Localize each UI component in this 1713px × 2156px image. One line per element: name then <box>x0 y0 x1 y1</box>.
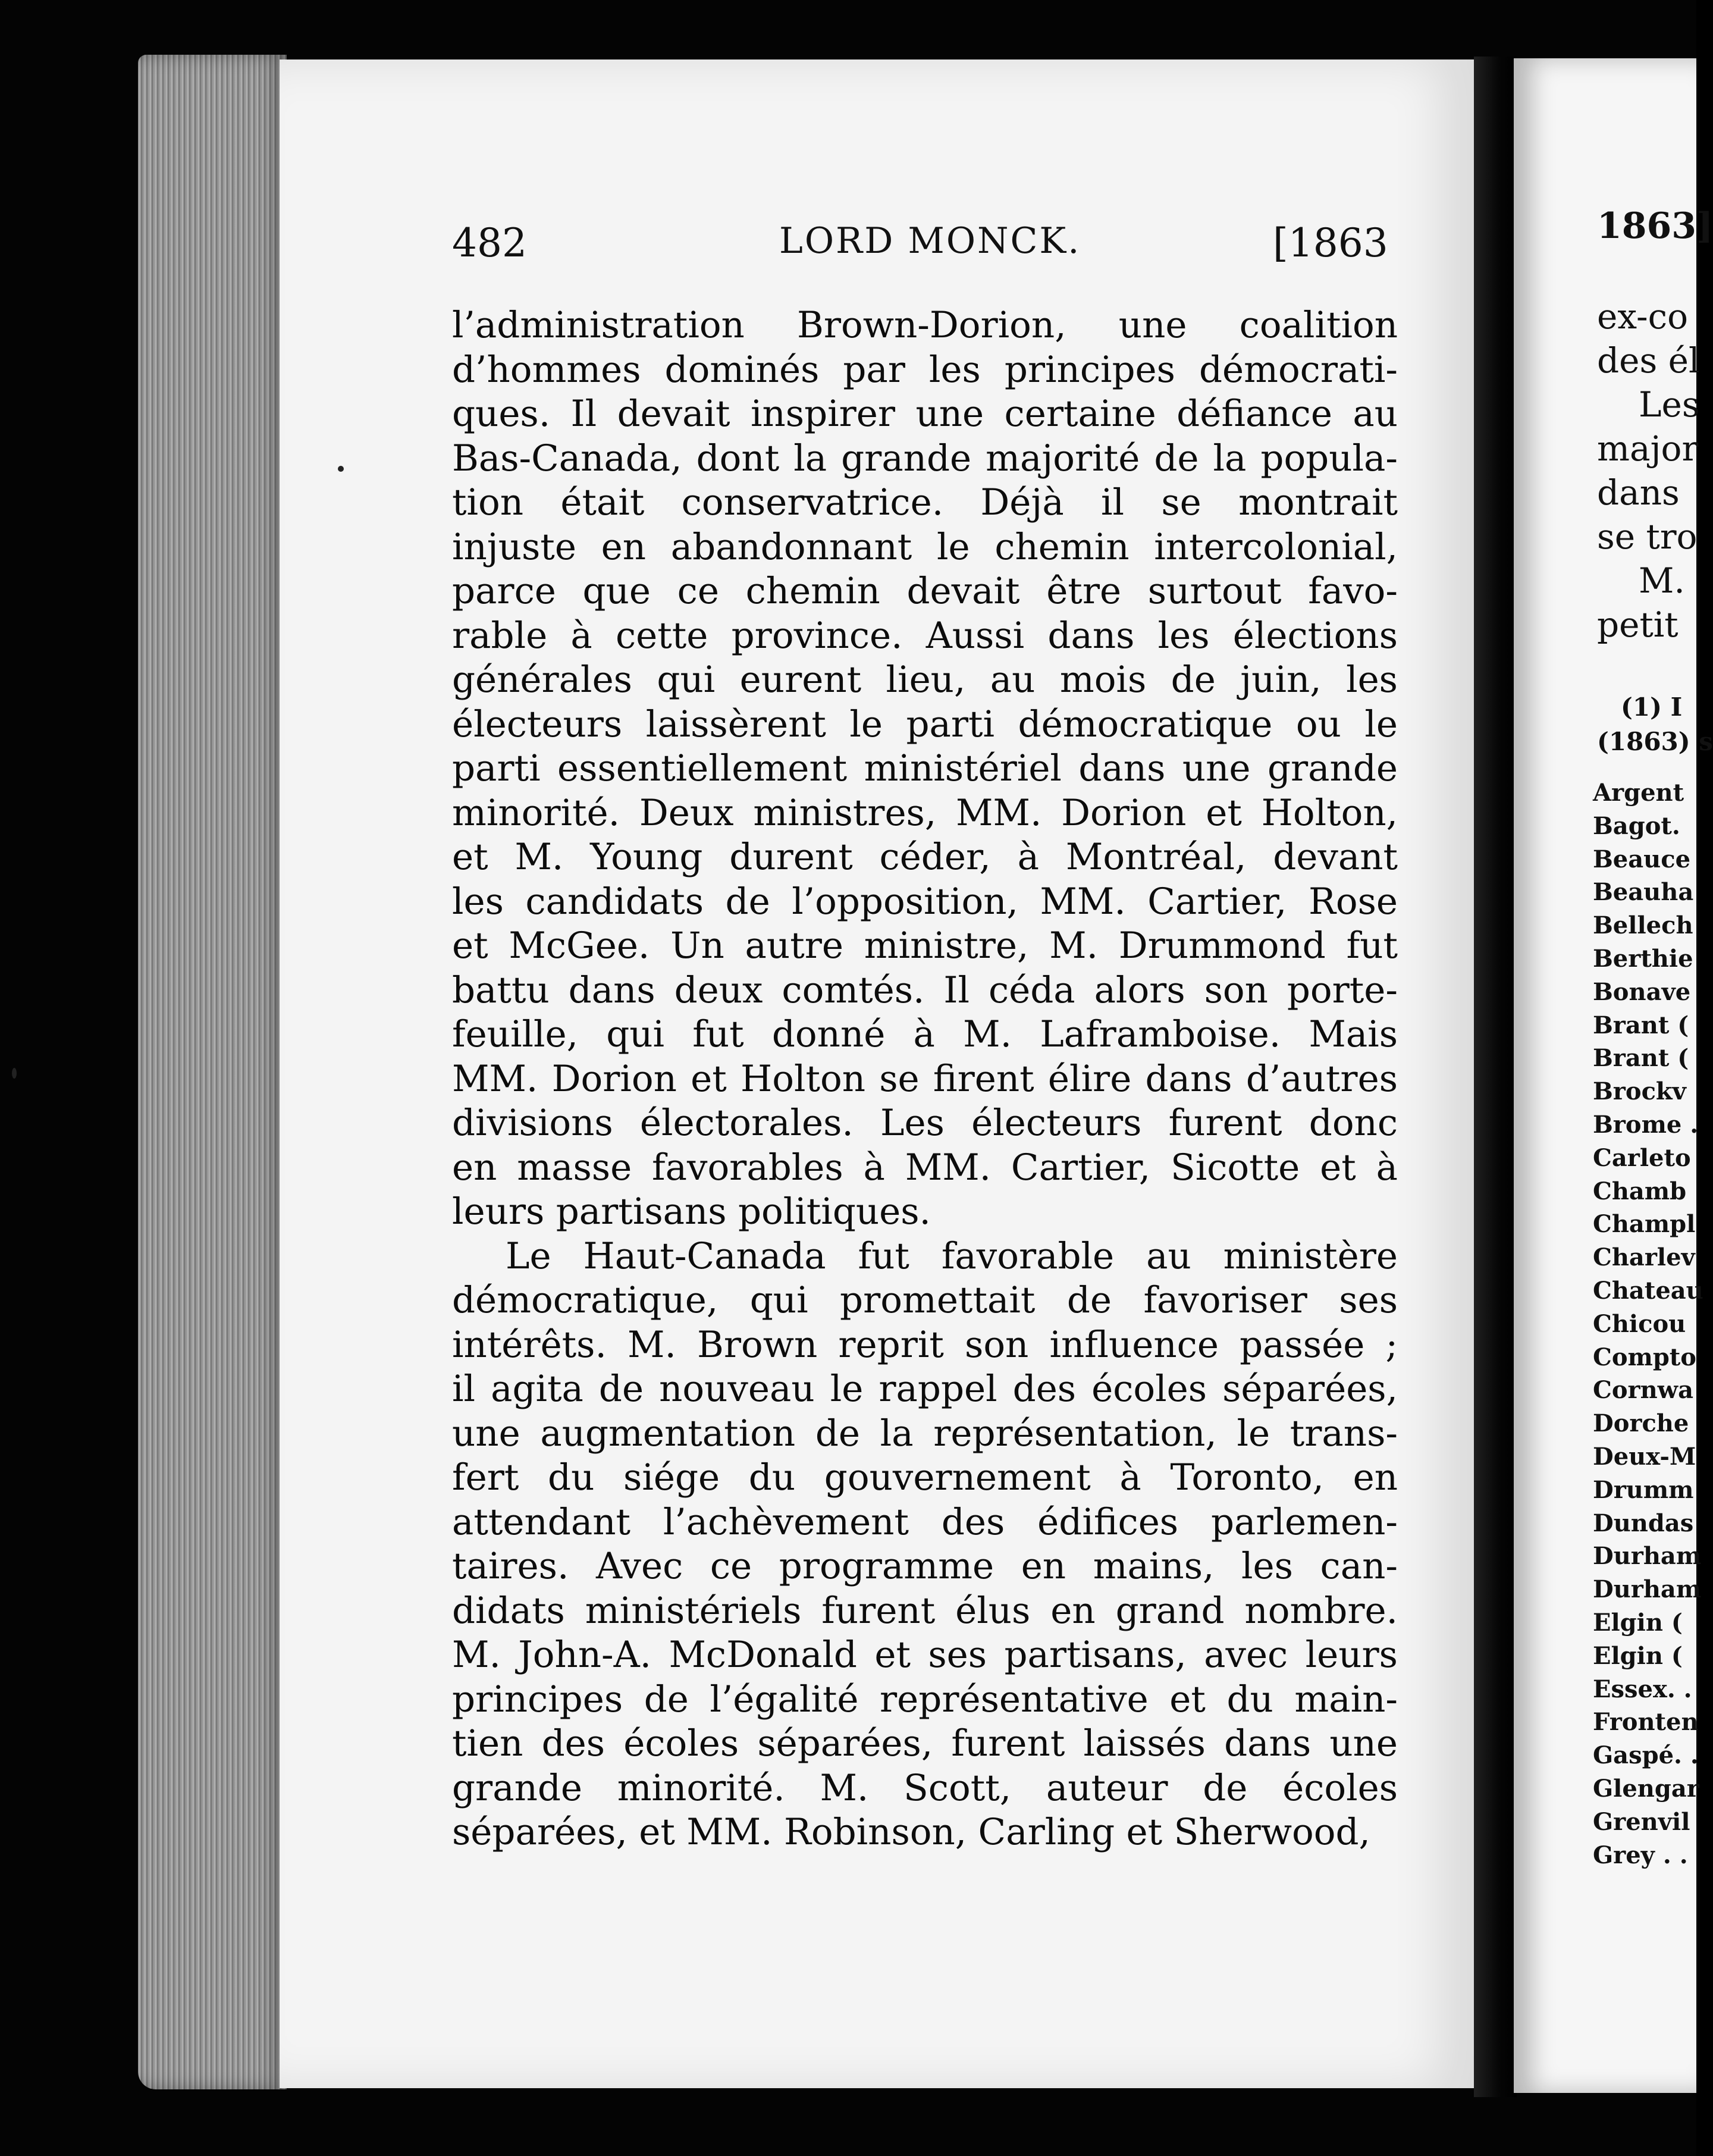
text-line: Bas-Canada, dont la grande majorité de la popula- <box>452 437 1398 480</box>
text-line: injuste en abandonnant le chemin intercolonial, <box>452 525 1398 568</box>
text-line: l’administration Brown-Dorion, une coalition <box>452 304 1398 346</box>
right-page-text <box>1597 294 1700 647</box>
right-page-text-line: major <box>1597 428 1699 469</box>
right-page-list-item: Durham <box>1593 1542 1702 1571</box>
text-line: parce que ce chemin devait être surtout favo- <box>452 570 1398 612</box>
right-page-year: 1863] <box>1597 205 1713 247</box>
right-page-footnote-line: (1) I <box>1621 692 1683 722</box>
right-page-text-line: petit <box>1597 604 1679 645</box>
text-line: MM. Dorion et Holton se firent élire dans d’autres <box>452 1057 1398 1100</box>
running-title: LORD MONCK. <box>779 220 1081 262</box>
right-page-list-item: Berthie <box>1593 944 1693 973</box>
text-line: et McGee. Un autre ministre, M. Drummond fut <box>452 925 1398 967</box>
page-number: 482 <box>452 220 527 266</box>
right-page-text-line: se tro <box>1597 516 1698 557</box>
text-line: grande minorité. M. Scott, auteur de écoles <box>452 1766 1398 1809</box>
right-page-list-item: Charlev <box>1593 1243 1695 1272</box>
text-line: tien des écoles séparées, furent laissés dans une <box>452 1722 1398 1765</box>
text-line: divisions électorales. Les électeurs furent donc <box>452 1102 1398 1144</box>
text-line: didats ministériels furent élus en grand nombre. <box>452 1589 1398 1632</box>
text-line: Le Haut-Canada fut favorable au ministère <box>506 1234 1398 1277</box>
right-page-text-line: des él <box>1597 340 1700 381</box>
right-page-text-line: dans <box>1597 472 1680 513</box>
right-page-list-item: Elgin ( <box>1593 1641 1683 1670</box>
right-page-list-item: Deux-M <box>1593 1442 1696 1471</box>
right-page-list-item: Brome . <box>1593 1110 1699 1139</box>
dust-speck <box>338 466 344 472</box>
text-line: minorité. Deux ministres, MM. Dorion et Holton, <box>452 791 1398 834</box>
right-page-list-item: Bellech <box>1593 911 1693 940</box>
right-page-list-item: Brant ( <box>1593 1011 1689 1039</box>
text-line: rable à cette province. Aussi dans les élections <box>452 614 1398 657</box>
right-page-list-item: Dundas <box>1593 1509 1694 1537</box>
right-page-list-item: Brant ( <box>1593 1044 1689 1073</box>
right-page-list <box>1593 776 1703 1872</box>
dust-speck <box>12 1068 17 1079</box>
text-line: intérêts. M. Brown reprit son influence passée ; <box>452 1323 1398 1366</box>
text-line: principes de l’égalité représentative et du main- <box>452 1678 1398 1721</box>
book-page-edges <box>138 55 287 2089</box>
right-page-footnote-line: (1863) s <box>1597 727 1713 756</box>
text-line: en masse favorables à MM. Cartier, Sicotte et à <box>452 1146 1398 1189</box>
right-page-list-item: Champl <box>1593 1210 1696 1239</box>
text-line: séparées, et MM. Robinson, Carling et Sherwood, <box>452 1811 1370 1853</box>
text-line: taires. Avec ce programme en mains, les can- <box>452 1545 1398 1587</box>
right-page-list-item: Grey . . <box>1593 1841 1688 1869</box>
right-page-text-line: M. <box>1639 560 1685 601</box>
body-text <box>452 303 1398 1855</box>
right-page-list-item: Elgin ( <box>1593 1608 1683 1637</box>
text-line: M. John-A. McDonald et ses partisans, avec leurs <box>452 1634 1398 1676</box>
text-line: générales qui eurent lieu, au mois de juin, les <box>452 659 1398 701</box>
right-page-text-line: Les <box>1639 384 1700 425</box>
text-line: fert du siége du gouvernement à Toronto, en <box>452 1456 1398 1499</box>
right-page-list-item: Durham <box>1593 1575 1702 1604</box>
right-page-list-item: Beauha <box>1593 878 1694 907</box>
text-line: attendant l’achèvement des édifices parlemen- <box>452 1500 1398 1543</box>
right-page-text-line: ex-co <box>1597 296 1689 337</box>
right-page-list-item: Gaspé. . <box>1593 1741 1699 1770</box>
right-page-list-item: Chamb <box>1593 1177 1687 1205</box>
text-line: battu dans deux comtés. Il céda alors son porte- <box>452 969 1398 1011</box>
text-line: il agita de nouveau le rappel des écoles séparées, <box>452 1368 1398 1410</box>
text-line: électeurs laissèrent le parti démocratique ou le <box>452 703 1398 745</box>
right-page-list-item: Beauce <box>1593 845 1691 873</box>
right-page-list-item: Cornwa <box>1593 1376 1694 1405</box>
running-year: [1863 <box>1273 220 1388 266</box>
right-page-list-item: Drumm <box>1593 1475 1694 1504</box>
text-line: les candidats de l’opposition, MM. Cartier, Rose <box>452 880 1398 923</box>
right-page-list-item: Chicou <box>1593 1309 1686 1338</box>
book-gutter <box>1474 57 1517 2097</box>
right-page-list-item: Glengar <box>1593 1774 1699 1803</box>
text-line: feuille, qui fut donné à M. Laframboise. Mais <box>452 1013 1398 1055</box>
text-line: tion était conservatrice. Déjà il se montrait <box>452 481 1398 524</box>
text-line: une augmentation de la représentation, le trans- <box>452 1412 1398 1455</box>
right-page-list-item: Dorche <box>1593 1409 1689 1438</box>
text-line: ques. Il devait inspirer une certaine défiance au <box>452 393 1398 435</box>
text-line: parti essentiellement ministériel dans une grande <box>452 747 1398 789</box>
right-page-list-item: Fronten <box>1593 1708 1699 1737</box>
right-page-list-item: Carleto <box>1593 1143 1691 1172</box>
right-page-list-item: Bonave <box>1593 977 1691 1006</box>
right-page-list-item: Argent <box>1593 779 1684 807</box>
text-line: démocratique, qui promettait de favoriser ses <box>452 1279 1398 1321</box>
right-page-list-item: Brockv <box>1593 1077 1686 1106</box>
right-page-list-item: Grenvil <box>1593 1807 1690 1836</box>
right-page-list-item: Compto <box>1593 1343 1696 1371</box>
right-page-list-item: Essex. . <box>1593 1675 1692 1703</box>
text-line: d’hommes dominés par les principes démocrati- <box>452 348 1398 391</box>
right-page-footnote <box>1597 690 1713 759</box>
text-line: leurs partisans politiques. <box>452 1190 931 1233</box>
text-line: et M. Young durent céder, à Montréal, devant <box>452 836 1398 878</box>
right-page-list-item: Chateau <box>1593 1276 1703 1305</box>
right-page-list-item: Bagot. <box>1593 811 1680 840</box>
